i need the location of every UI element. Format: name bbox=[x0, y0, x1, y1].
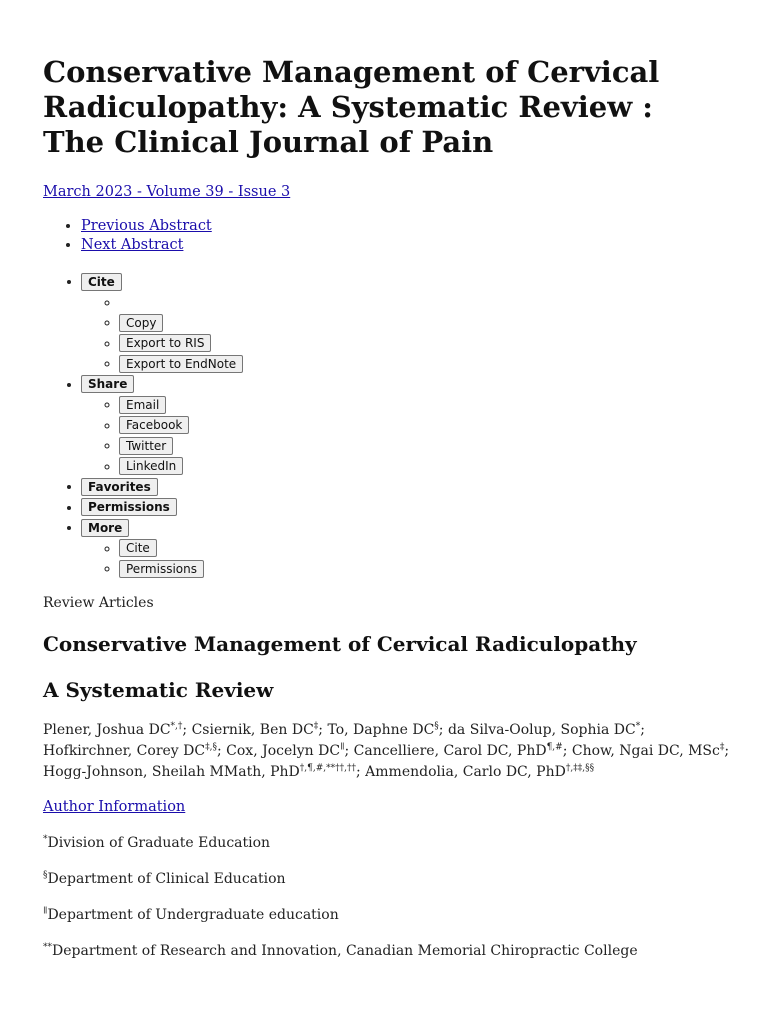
favorites-button[interactable]: Favorites bbox=[81, 478, 158, 496]
author-separator: ; bbox=[182, 721, 192, 738]
affiliation bbox=[43, 834, 728, 852]
affiliation-text: Division of Graduate Education bbox=[47, 834, 271, 851]
cite-menu-item bbox=[119, 354, 728, 375]
issue-link[interactable]: March 2023 - Volume 39 - Issue 3 bbox=[43, 184, 291, 200]
author-affiliation-marks: ‡ bbox=[719, 741, 725, 752]
more-button[interactable]: More bbox=[81, 519, 129, 537]
export-ris-button[interactable]: Export to RIS bbox=[119, 334, 211, 352]
more-permissions-button[interactable]: Permissions bbox=[119, 560, 204, 578]
author-separator: ; bbox=[356, 763, 366, 780]
author-information-link[interactable]: Author Information bbox=[43, 798, 186, 815]
previous-abstract-link[interactable]: Previous Abstract bbox=[81, 218, 212, 234]
export-endnote-button[interactable]: Export to EndNote bbox=[119, 355, 243, 373]
share-facebook-button[interactable]: Facebook bbox=[119, 416, 189, 434]
nav-item-previous bbox=[81, 217, 728, 236]
action-item-permissions bbox=[81, 498, 728, 519]
author-name: Csiernik, Ben DC bbox=[191, 721, 314, 738]
author-affiliation-marks: †,‡‡,§§ bbox=[565, 762, 595, 773]
share-email-button[interactable]: Email bbox=[119, 396, 166, 414]
share-menu-item bbox=[119, 457, 728, 478]
nav-item-next bbox=[81, 236, 728, 255]
more-menu-item bbox=[119, 559, 728, 580]
author-affiliation-marks: § bbox=[434, 720, 439, 731]
cite-menu-item bbox=[119, 313, 728, 334]
share-linkedin-button[interactable]: LinkedIn bbox=[119, 457, 183, 475]
author-separator: ; bbox=[724, 742, 730, 759]
author-separator: ; bbox=[216, 742, 227, 759]
affiliation-mark: § bbox=[43, 869, 48, 880]
article-type: Review Articles bbox=[43, 594, 154, 611]
affiliation-text: Department of Undergraduate education bbox=[47, 906, 339, 923]
affiliation-text: Department of Research and Innovation, Canadian Memorial Chiropractic College bbox=[52, 942, 638, 959]
affiliation-mark: * bbox=[43, 833, 48, 844]
cite-menu-item bbox=[119, 334, 728, 355]
share-twitter-button[interactable]: Twitter bbox=[119, 437, 173, 455]
author-name: Plener, Joshua DC bbox=[43, 721, 171, 738]
copy-citation-button[interactable]: Copy bbox=[119, 314, 163, 332]
author-separator: ; bbox=[562, 742, 572, 759]
more-menu bbox=[81, 539, 728, 580]
affiliation-mark: ** bbox=[43, 941, 52, 952]
author-affiliation-marks: *,† bbox=[170, 720, 183, 731]
author-separator: ; bbox=[438, 721, 448, 738]
cite-button[interactable]: Cite bbox=[81, 273, 122, 291]
action-item-share bbox=[81, 375, 728, 478]
more-cite-button[interactable]: Cite bbox=[119, 539, 157, 557]
author-affiliation-marks: †,¶,#,**††,†† bbox=[299, 762, 356, 773]
author-affiliation-marks: ǁ bbox=[340, 741, 345, 752]
author-name: Cancelliere, Carol DC, PhD bbox=[353, 742, 547, 759]
author-name: Chow, Ngai DC, MSc bbox=[571, 742, 720, 759]
author-name: Hogg-Johnson, Sheilah MMath, PhD bbox=[43, 763, 300, 780]
affiliation-list bbox=[43, 834, 728, 960]
author-name: To, Daphne DC bbox=[327, 721, 435, 738]
author-name: Hofkirchner, Corey DC bbox=[43, 742, 206, 759]
permissions-button[interactable]: Permissions bbox=[81, 498, 177, 516]
author-separator: ; bbox=[640, 721, 645, 738]
author-affiliation-marks: * bbox=[635, 720, 641, 731]
author-name: da Silva-Oolup, Sophia DC bbox=[447, 721, 636, 738]
article-actions bbox=[43, 272, 728, 580]
share-button[interactable]: Share bbox=[81, 375, 134, 393]
cite-menu bbox=[81, 293, 728, 375]
article-title: Conservative Management of Cervical Radiculopathy bbox=[43, 631, 637, 656]
author-name: Ammendolia, Carlo DC, PhD bbox=[365, 763, 566, 780]
more-menu-item bbox=[119, 539, 728, 560]
affiliation bbox=[43, 906, 728, 924]
author-list bbox=[43, 720, 733, 783]
author-separator: ; bbox=[344, 742, 354, 759]
cite-menu-empty-item bbox=[119, 293, 728, 314]
page-title: Conservative Management of Cervical Radiculopathy: A Systematic Review : The Clinical Journal of Pain bbox=[43, 55, 660, 159]
affiliation-text: Department of Clinical Education bbox=[47, 870, 286, 887]
affiliation bbox=[43, 870, 728, 888]
action-item-favorites bbox=[81, 477, 728, 498]
author-name: Cox, Jocelyn DC bbox=[226, 742, 341, 759]
action-item-more bbox=[81, 518, 728, 580]
next-abstract-link[interactable]: Next Abstract bbox=[81, 237, 184, 253]
share-menu-item bbox=[119, 395, 728, 416]
share-menu bbox=[81, 395, 728, 477]
share-menu-item bbox=[119, 436, 728, 457]
author-separator: ; bbox=[318, 721, 328, 738]
action-item-cite bbox=[81, 272, 728, 375]
share-menu-item bbox=[119, 416, 728, 437]
author-affiliation-marks: ‡ bbox=[313, 720, 319, 731]
affiliation-mark: ǁ bbox=[43, 905, 48, 916]
author-affiliation-marks: ¶,# bbox=[546, 741, 563, 752]
author-affiliation-marks: ‡,§ bbox=[205, 741, 217, 752]
affiliation bbox=[43, 942, 728, 960]
article-subtitle: A Systematic Review bbox=[43, 677, 274, 702]
abstract-nav bbox=[43, 217, 728, 255]
